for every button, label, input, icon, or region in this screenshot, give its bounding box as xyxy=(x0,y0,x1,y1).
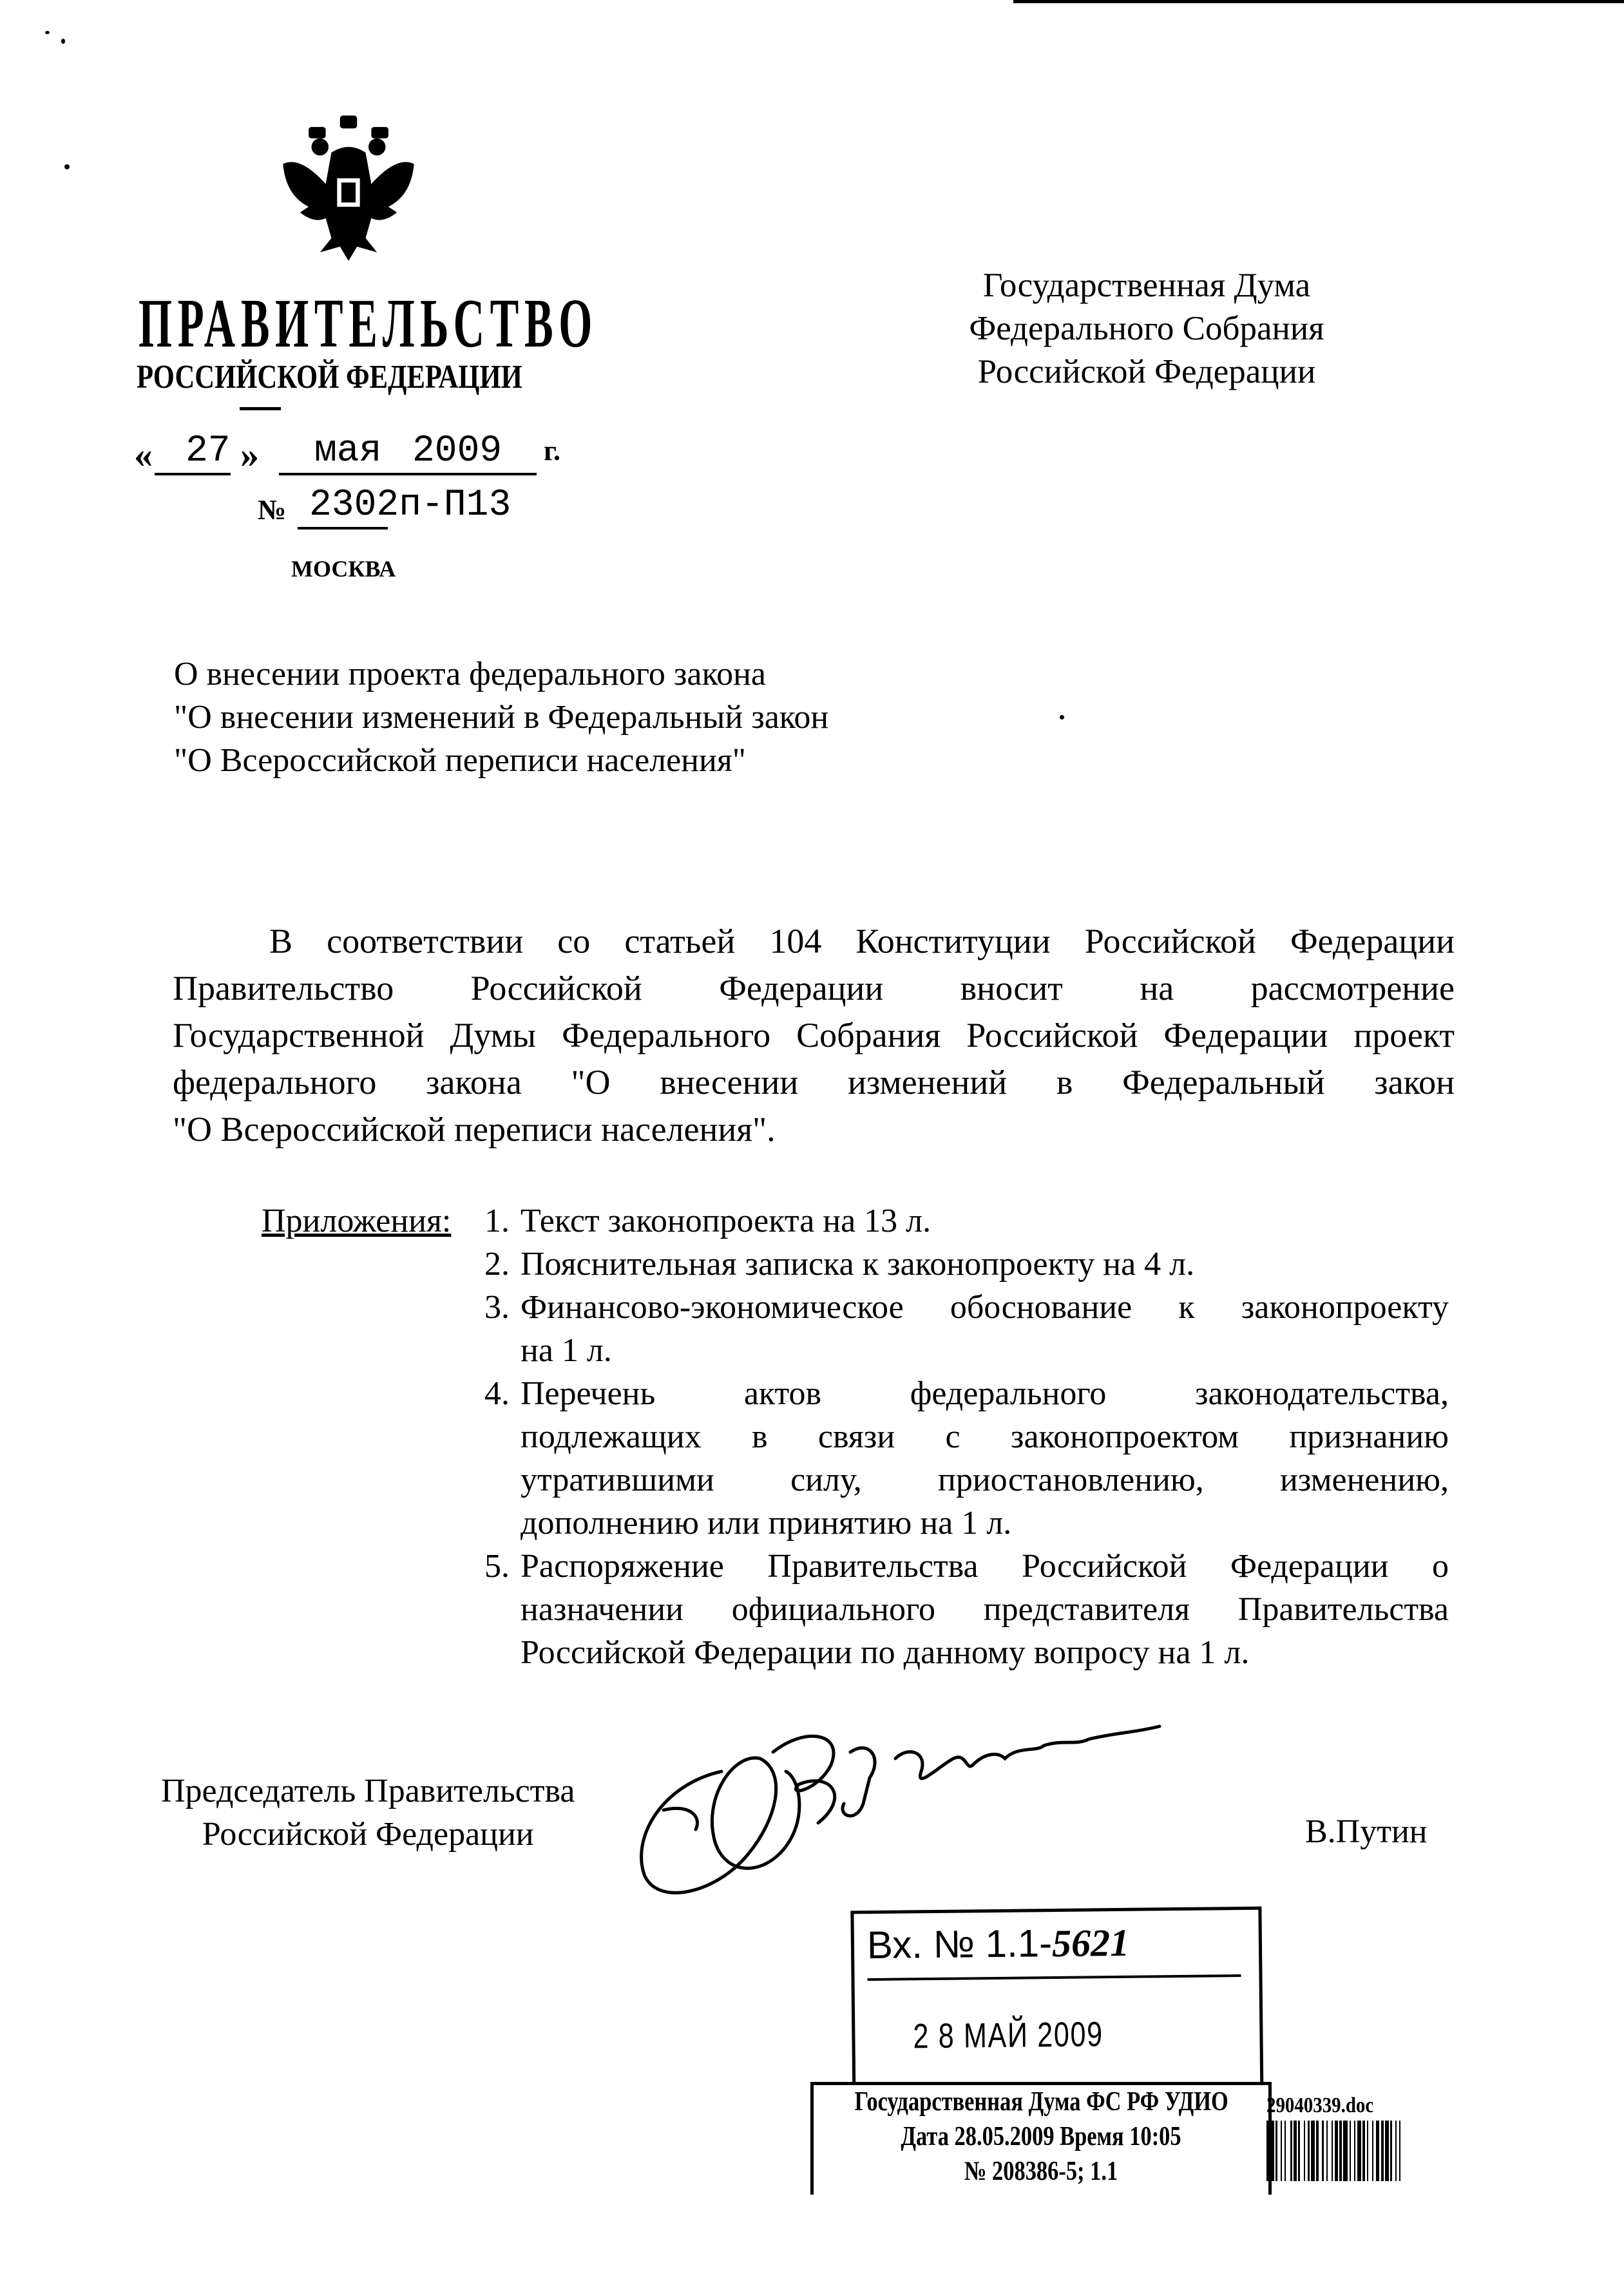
header-divider xyxy=(240,407,281,410)
barcode-bar xyxy=(1367,2121,1368,2181)
subject-line: "О Всероссийской переписи населения" xyxy=(174,742,746,779)
body-line: федерального закона "О внесении изменений в Федеральный закон xyxy=(173,1063,1455,1102)
addressee-line: Государственная Дума xyxy=(982,267,1311,304)
barcode-bar xyxy=(1354,2121,1355,2181)
day-underline xyxy=(155,473,231,475)
barcode-bar xyxy=(1335,2121,1338,2181)
date-month: мая xyxy=(314,430,382,472)
barcode-bar xyxy=(1266,2121,1269,2181)
appendix-line: назначении официального представителя Правительства xyxy=(521,1591,1449,1628)
date-year: 2009 xyxy=(412,430,502,472)
appendix-line: Пояснительная записка к законопроекту на 4 л. xyxy=(521,1246,1195,1283)
scan-speck xyxy=(45,31,50,34)
body-line: Государственной Думы Федерального Собрания Российской Федерации проект xyxy=(173,1016,1455,1054)
handwritten-signature xyxy=(625,1713,1205,1907)
barcode-bar xyxy=(1275,2121,1277,2181)
body-line: В соответствии со статьей 104 Конституции Российской Федерации xyxy=(269,922,1455,960)
number-value: 2302п-П13 xyxy=(309,484,511,526)
city: МОСКВА xyxy=(291,556,396,582)
registry-line: № 208386-5; 1.1 xyxy=(964,2157,1118,2186)
incoming-number-prefix: Вх. № 1.1- xyxy=(866,1922,1053,1967)
appendix-number: 3. xyxy=(484,1289,510,1326)
appendices-label: Приложения: xyxy=(262,1203,452,1239)
barcode-bar xyxy=(1362,2121,1365,2181)
appendix-item xyxy=(484,1199,1449,1243)
barcode-bar xyxy=(1290,2121,1292,2181)
appendix-line: подлежащих в связи с законопроектом признанию xyxy=(521,1418,1449,1455)
barcode-bar xyxy=(1395,2121,1397,2181)
date-close-quote: » xyxy=(240,434,259,475)
appendix-number: 1. xyxy=(484,1203,510,1239)
date-open-quote: « xyxy=(134,434,153,475)
barcode-bar xyxy=(1376,2121,1379,2181)
appendix-item xyxy=(484,1243,1449,1286)
barcode-bar xyxy=(1326,2121,1328,2181)
document-code: 29040339.doc xyxy=(1266,2094,1374,2117)
barcode-bar xyxy=(1350,2121,1351,2181)
barcode-bar xyxy=(1311,2121,1315,2181)
appendix-item xyxy=(484,1545,1449,1674)
barcode-bar xyxy=(1322,2121,1324,2181)
signatory-title xyxy=(161,1769,575,1856)
document-number xyxy=(258,484,515,529)
barcode-bar xyxy=(1270,2121,1274,2181)
government-title: ПРАВИТЕЛЬСТВО xyxy=(139,285,598,362)
registry-line: Дата 28.05.2009 Время 10:05 xyxy=(901,2122,1181,2151)
barcode-bar xyxy=(1298,2121,1300,2181)
date-year-suffix: г. xyxy=(544,435,561,466)
incoming-number-handwritten: 5621 xyxy=(1051,1921,1130,1965)
appendix-number: 5. xyxy=(484,1548,510,1585)
scan-edge-line xyxy=(1013,0,1624,3)
barcode-bar xyxy=(1308,2121,1310,2181)
body-paragraph xyxy=(173,918,1455,1153)
barcode-bar xyxy=(1399,2121,1400,2181)
registry-line: Государственная Дума ФС РФ УДИО xyxy=(854,2087,1228,2117)
scan-speck xyxy=(61,39,65,44)
barcode-bar xyxy=(1372,2121,1373,2181)
barcode-bar xyxy=(1381,2121,1384,2181)
barcode-bar xyxy=(1281,2121,1282,2181)
addressee xyxy=(941,264,1353,394)
appendix-item xyxy=(484,1372,1449,1545)
appendix-line: утратившими силу, приостановлению, изменению, xyxy=(521,1462,1449,1498)
number-label: № xyxy=(258,494,287,526)
addressee-line: Российской Федерации xyxy=(977,353,1316,390)
barcode-bar xyxy=(1304,2121,1305,2181)
appendix-line: Текст законопроекта на 13 л. xyxy=(521,1203,931,1239)
appendix-line: Перечень актов федерального законодательства, xyxy=(521,1375,1449,1412)
appendix-line: на 1 л. xyxy=(521,1332,612,1369)
incoming-stamp xyxy=(850,1907,1263,2111)
appendix-item xyxy=(484,1286,1449,1372)
appendix-line: дополнению или принятию на 1 л. xyxy=(521,1505,1012,1541)
incoming-number xyxy=(867,1920,1130,1968)
month-underline xyxy=(279,473,537,475)
barcode-bar xyxy=(1294,2121,1297,2181)
barcode-bar xyxy=(1385,2121,1389,2181)
government-subtitle: РОССИЙСКОЙ ФЕДЕРАЦИИ xyxy=(137,359,522,396)
barcode-bar xyxy=(1285,2121,1286,2181)
scan-speck xyxy=(64,164,70,169)
signatory-name: В.Путин xyxy=(1305,1813,1428,1850)
subject-line: "О внесении изменений в Федеральный закон xyxy=(174,699,829,736)
body-line: "О Всероссийской переписи населения". xyxy=(173,1110,776,1149)
appendix-line: Российской Федерации по данному вопросу на 1 л. xyxy=(521,1634,1250,1671)
appendix-number: 4. xyxy=(484,1375,510,1412)
incoming-date: 2 8 МАЙ 2009 xyxy=(913,2015,1103,2056)
barcode-bar xyxy=(1339,2121,1342,2181)
appendix-line: Финансово-экономическое обоснование к законопроекту xyxy=(521,1289,1449,1326)
barcode-bar xyxy=(1357,2121,1361,2181)
date-day: 27 xyxy=(186,430,231,472)
appendix-line: Распоряжение Правительства Российской Федерации о xyxy=(521,1548,1449,1585)
stamp-underline xyxy=(867,1974,1241,1981)
subject xyxy=(174,653,828,782)
body-line: Правительство Российской Федерации вносит на рассмотрение xyxy=(173,969,1455,1007)
number-underline xyxy=(298,527,388,529)
coat-of-arms-emblem xyxy=(277,113,420,261)
appendix-number: 2. xyxy=(484,1246,510,1283)
barcode xyxy=(1266,2121,1404,2181)
signatory-title-line: Российской Федерации xyxy=(202,1816,534,1853)
barcode-bar xyxy=(1390,2121,1392,2181)
scan-speck xyxy=(1060,715,1064,720)
barcode-bar xyxy=(1316,2121,1319,2181)
addressee-line: Федерального Собрания xyxy=(969,310,1324,347)
registry-stamp xyxy=(810,2082,1272,2195)
document-date xyxy=(134,430,572,477)
barcode-bar xyxy=(1332,2121,1333,2181)
signatory-title-line: Председатель Правительства xyxy=(161,1773,575,1809)
subject-line: О внесении проекта федерального закона xyxy=(174,656,766,692)
barcode-bar xyxy=(1343,2121,1348,2181)
